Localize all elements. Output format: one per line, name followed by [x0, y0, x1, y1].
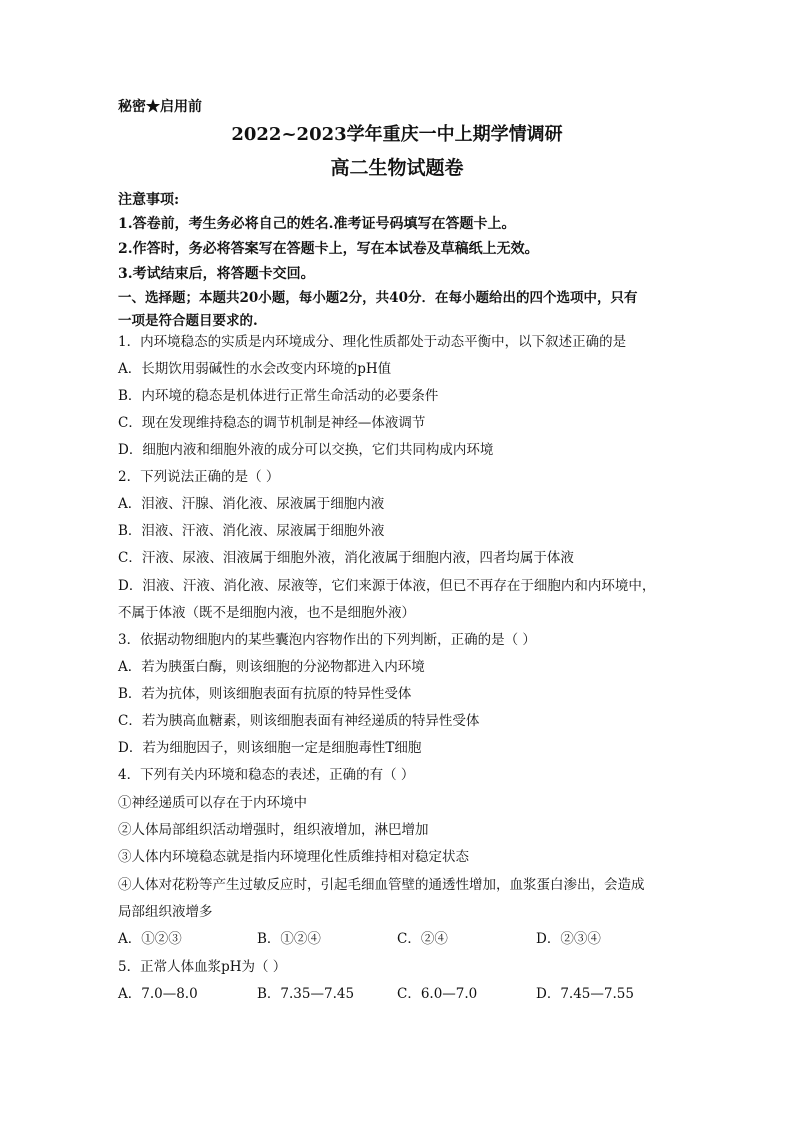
q3-option-d: D．若为细胞因子，则该细胞一定是细胞毒性T细胞: [118, 740, 422, 756]
note-item-1: 1.答卷前，考生务必将自己的姓名.准考证号码填写在答题卡上。: [118, 216, 516, 232]
q5-option-b: B．7.35—7.45: [257, 986, 355, 1002]
section-instructions-line1: 一、选择题；本题共20小题，每小题2分，共40分．在每小题给出的四个选项中，只有: [118, 290, 638, 306]
q4-statement-1: ①神经递质可以存在于内环境中: [118, 795, 307, 811]
q1-option-d: D．细胞内液和细胞外液的成分可以交换，它们共同构成内环境: [118, 442, 494, 458]
q4-statement-3: ③人体内环境稳态就是指内环境理化性质维持相对稳定状态: [118, 849, 469, 865]
q4-statement-2: ②人体局部组织活动增强时，组织液增加，淋巴增加: [118, 822, 429, 838]
note-item-3: 3.考试结束后，将答题卡交回。: [118, 266, 315, 282]
q4-option-b: B．①②④: [257, 931, 321, 947]
q4-stem: 4．下列有关内环境和稳态的表述，正确的有（ ）: [118, 767, 415, 783]
q2-option-d-line2: 不属于体液（既不是细胞内液，也不是细胞外液）: [118, 605, 415, 621]
q1-option-b: B．内环境的稳态是机体进行正常生命活动的必要条件: [118, 388, 439, 404]
q4-option-d: D．②③④: [536, 931, 601, 947]
q4-statement-4-line1: ④人体对花粉等产生过敏反应时，引起毛细血管壁的通透性增加，血浆蛋白渗出，会造成: [118, 877, 645, 893]
q3-stem: 3．依据动物细胞内的某些囊泡内容物作出的下列判断，正确的是（ ）: [118, 632, 536, 648]
q5-option-a: A．7.0—8.0: [118, 986, 198, 1002]
notes-heading: 注意事项:: [118, 192, 180, 208]
q5-stem: 5．正常人体血浆pH为（ ）: [118, 959, 287, 975]
section-instructions-line2: 一项是符合题目要求的.: [118, 313, 258, 329]
q4-option-a: A．①②③: [118, 931, 182, 947]
q1-stem: 1．内环境稳态的实质是内环境成分、理化性质都处于动态平衡中，以下叙述正确的是: [118, 334, 627, 350]
q1-option-c: C．现在发现维持稳态的调节机制是神经—体液调节: [118, 415, 426, 431]
q3-option-b: B．若为抗体，则该细胞表面有抗原的特异性受体: [118, 686, 412, 702]
q3-option-a: A．若为胰蛋白酶，则该细胞的分泌物都进入内环境: [118, 659, 425, 675]
exam-subtitle: 高二生物试题卷: [330, 157, 464, 179]
q3-option-c: C．若为胰高血糖素，则该细胞表面有神经递质的特异性受体: [118, 713, 480, 729]
q5-option-c: C．6.0—7.0: [397, 986, 478, 1002]
exam-title: 2022~2023学年重庆一中上期学情调研: [231, 124, 563, 145]
q2-option-a: A．泪液、汗腺、消化液、尿液属于细胞内液: [118, 496, 385, 512]
q4-statement-4-line2: 局部组织液增多: [118, 904, 213, 920]
q2-option-b: B．泪液、汗液、消化液、尿液属于细胞外液: [118, 523, 385, 539]
secret-label: 秘密★启用前: [118, 99, 202, 115]
q2-stem: 2．下列说法正确的是（ ）: [118, 469, 280, 485]
q1-option-a: A．长期饮用弱碱性的水会改变内环境的pH值: [118, 361, 392, 377]
q2-option-d-line1: D．泪液、汗液、消化液、尿液等，它们来源于体液，但已不再存在于细胞内和内环境中，: [118, 578, 656, 594]
note-item-2: 2.作答时，务必将答案写在答题卡上，写在本试卷及草稿纸上无效。: [118, 241, 539, 257]
q2-option-c: C．汗液、尿液、泪液属于细胞外液，消化液属于细胞内液，四者均属于体液: [118, 550, 574, 566]
q5-option-d: D．7.45—7.55: [536, 986, 634, 1002]
q4-option-c: C．②④: [397, 931, 448, 947]
